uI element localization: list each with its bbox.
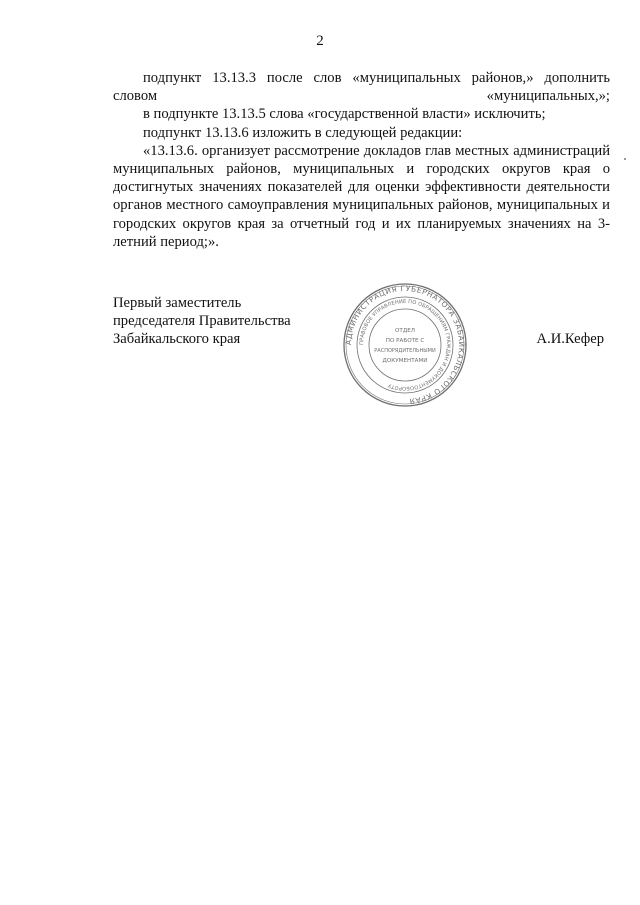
document-body <box>113 69 610 251</box>
stamp-outer-text: АДМИНИСТРАЦИЯ ГУБЕРНАТОРА ЗАБАЙКАЛЬСКОГО КРАЯ <box>343 283 467 406</box>
scan-artifact <box>624 158 626 160</box>
official-stamp <box>342 282 468 408</box>
paragraph-13-13-3: подпункт 13.13.3 после слов «муниципальных районов,» дополнить словом «муниципальных,»; <box>113 70 610 105</box>
stamp-ring <box>357 297 453 393</box>
signatory-title-line: председателя Правительства <box>113 313 291 330</box>
signatory-title <box>113 294 291 349</box>
signatory-title-line: Первый заместитель <box>113 295 242 311</box>
paragraph-13-13-5: в подпункте 13.13.5 слова «государственной власти» исключить; <box>143 106 546 123</box>
paragraph-13-13-6-intro: подпункт 13.13.6 изложить в следующей редакции: <box>143 124 463 141</box>
stamp-center-line: ДОКУМЕНТАМИ <box>382 358 428 364</box>
page-number: 2 <box>316 33 324 49</box>
stamp-center-line: РАСПОРЯДИТЕЛЬНЫМИ <box>374 348 436 354</box>
stamp-center-line: ОТДЕЛ <box>395 328 415 334</box>
signatory-title-line: Забайкальского края <box>113 331 241 348</box>
svg-text:ПРАВОВОЕ УПРАВЛЕНИЕ ПО ОБРАЩЕН <box>359 299 451 391</box>
stamp-inner-ring <box>369 309 441 381</box>
signatory-name: А.И.Кефер <box>536 331 604 347</box>
stamp-center-line: ПО РАБОТЕ С <box>385 338 425 344</box>
stamp-inner-text: ПРАВОВОЕ УПРАВЛЕНИЕ ПО ОБРАЩЕНИЯМ ГРАЖДАН И ДОКУМЕНТООБОРОТУ <box>358 298 452 392</box>
paragraph-13-13-6-text: «13.13.6. организует рассмотрение докладов глав местных администраций муниципальных районов, муниципальных и городских округов края о достигнутых значениях показателей для оценки эффективности деятельности органов местного самоуправления муниципальных районов, муниципальных и городских округов края за отчетный год и их планируемых значениях на 3-летний период;». <box>113 142 610 250</box>
